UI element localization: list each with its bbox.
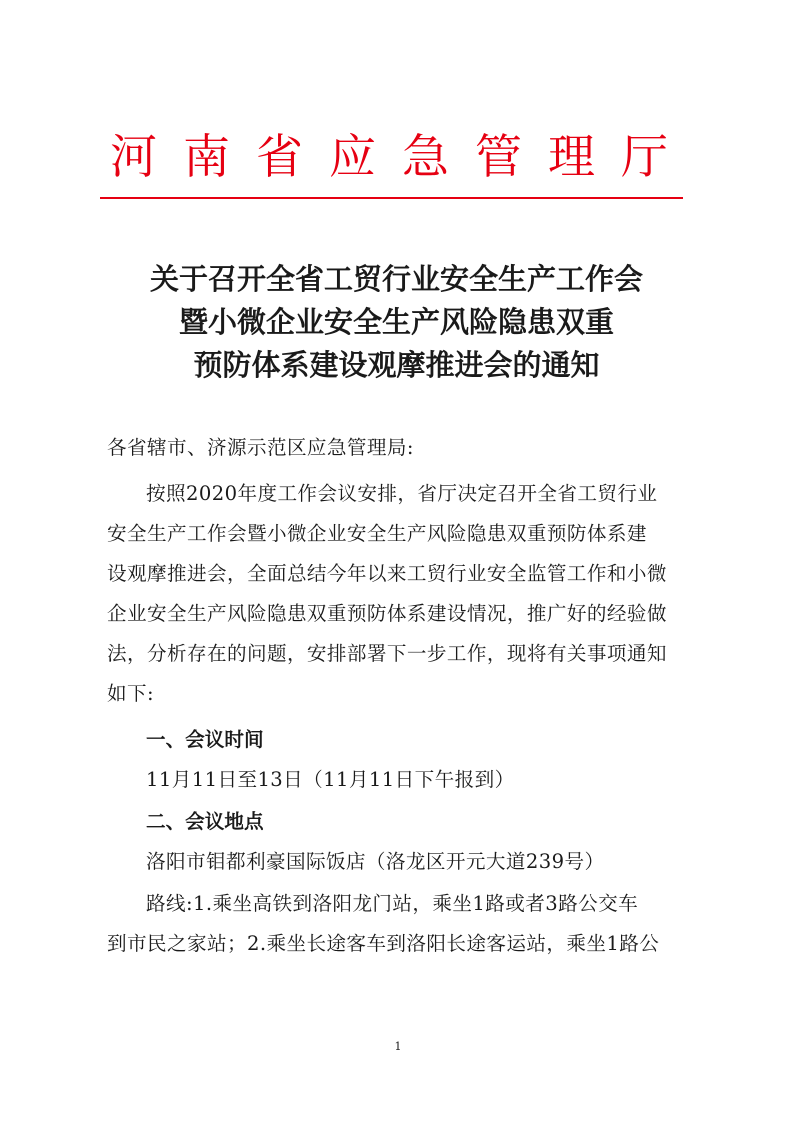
route-line-2: 到市民之家站；2.乘坐长途客车到洛阳长途客运站，乘坐1路公 [107,932,660,955]
intro-line-2: 安全生产工作会暨小微企业安全生产风险隐患双重预防体系建 [107,522,647,545]
meeting-time-text: 11月11日至13日（11月11日下午报到） [146,768,515,791]
red-separator-line [100,197,683,199]
route-line-1: 路线:1.乘坐高铁到洛阳龙门站，乘坐1路或者3路公交车 [146,892,639,915]
page-number: 1 [394,1040,402,1053]
meeting-venue-text: 洛阳市钼都利豪国际饭店（洛龙区开元大道239号） [146,850,605,873]
intro-paragraph [107,474,697,714]
document-title [100,258,693,387]
issuing-authority-name: 河南省应急管理厅 [110,130,694,185]
title-line-2: 暨小微企业安全生产风险隐患双重 [178,305,614,339]
section-heading-meeting-venue: 二、会议地点 [146,810,264,833]
intro-line-3: 设观摩推进会，全面总结今年以来工贸行业安全监管工作和小微 [107,562,667,585]
intro-line-4: 企业安全生产风险隐患双重预防体系建设情况，推广好的经验做 [107,602,667,625]
section-heading-meeting-time: 一、会议时间 [146,728,264,751]
addressee: 各省辖市、济源示范区应急管理局: [107,436,414,459]
intro-line-6: 如下: [107,682,154,705]
intro-line-1: 按照2020年度工作会议安排，省厅决定召开全省工贸行业 [146,482,658,505]
intro-line-5: 法，分析存在的问题，安排部署下一步工作，现将有关事项通知 [107,642,667,665]
title-line-3: 预防体系建设观摩推进会的通知 [193,348,600,382]
title-line-1: 关于召开全省工贸行业安全生产工作会 [149,262,643,296]
